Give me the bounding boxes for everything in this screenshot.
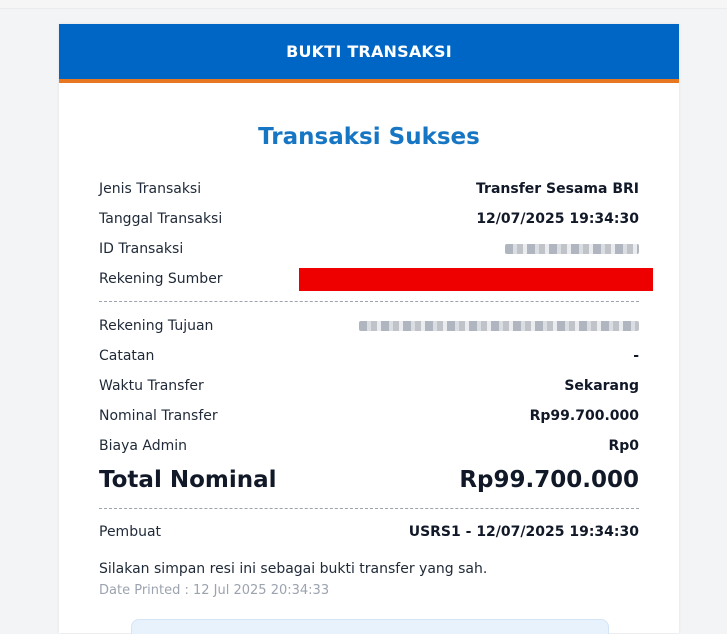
value-jenis-transaksi: Transfer Sesama BRI: [476, 181, 639, 197]
label-total-nominal: Total Nominal: [99, 467, 277, 493]
section-divider: [99, 301, 639, 302]
row-catatan: [99, 345, 639, 367]
receipt-note: Silakan simpan resi ini sebagai bukti transfer yang sah.: [99, 561, 488, 577]
value-rekening-tujuan-redacted: [359, 321, 639, 331]
rekening-sumber-redaction: [299, 268, 653, 291]
row-id-transaksi: [99, 238, 639, 260]
value-total-nominal: Rp99.700.000: [459, 467, 639, 493]
row-waktu-transfer: [99, 375, 639, 397]
label-biaya-admin: Biaya Admin: [99, 438, 188, 454]
row-nominal-transfer: [99, 405, 639, 427]
row-pembuat: [99, 521, 639, 543]
value-biaya-admin: Rp0: [608, 438, 639, 454]
label-catatan: Catatan: [99, 348, 155, 364]
row-total-nominal: [99, 464, 639, 496]
row-rekening-tujuan: [99, 315, 639, 337]
label-jenis-transaksi: Jenis Transaksi: [99, 181, 202, 197]
label-rekening-tujuan: Rekening Tujuan: [99, 318, 214, 334]
value-catatan: -: [633, 348, 639, 364]
label-id-transaksi: ID Transaksi: [99, 241, 184, 257]
info-box: [131, 619, 609, 634]
value-pembuat: USRS1 - 12/07/2025 19:34:30: [408, 524, 639, 540]
label-rekening-sumber: Rekening Sumber: [99, 271, 223, 287]
receipt-header: [59, 24, 679, 83]
label-nominal-transfer: Nominal Transfer: [99, 408, 218, 424]
status-title: Transaksi Sukses: [258, 124, 480, 150]
row-tanggal-transaksi: [99, 208, 639, 230]
date-printed: Date Printed : 12 Jul 2025 20:34:33: [99, 583, 330, 598]
label-waktu-transfer: Waktu Transfer: [99, 378, 204, 394]
value-tanggal-transaksi: 12/07/2025 19:34:30: [476, 211, 639, 227]
value-id-transaksi-redacted: [505, 244, 639, 254]
value-nominal-transfer: Rp99.700.000: [529, 408, 639, 424]
value-waktu-transfer: Sekarang: [564, 378, 639, 394]
row-jenis-transaksi: [99, 178, 639, 200]
label-pembuat: Pembuat: [99, 524, 162, 540]
row-biaya-admin: [99, 435, 639, 457]
receipt-card: [59, 24, 679, 633]
receipt-header-title: BUKTI TRANSAKSI: [286, 42, 452, 61]
browser-top-strip: [0, 0, 727, 9]
label-tanggal-transaksi: Tanggal Transaksi: [99, 211, 223, 227]
total-divider: [99, 508, 639, 509]
